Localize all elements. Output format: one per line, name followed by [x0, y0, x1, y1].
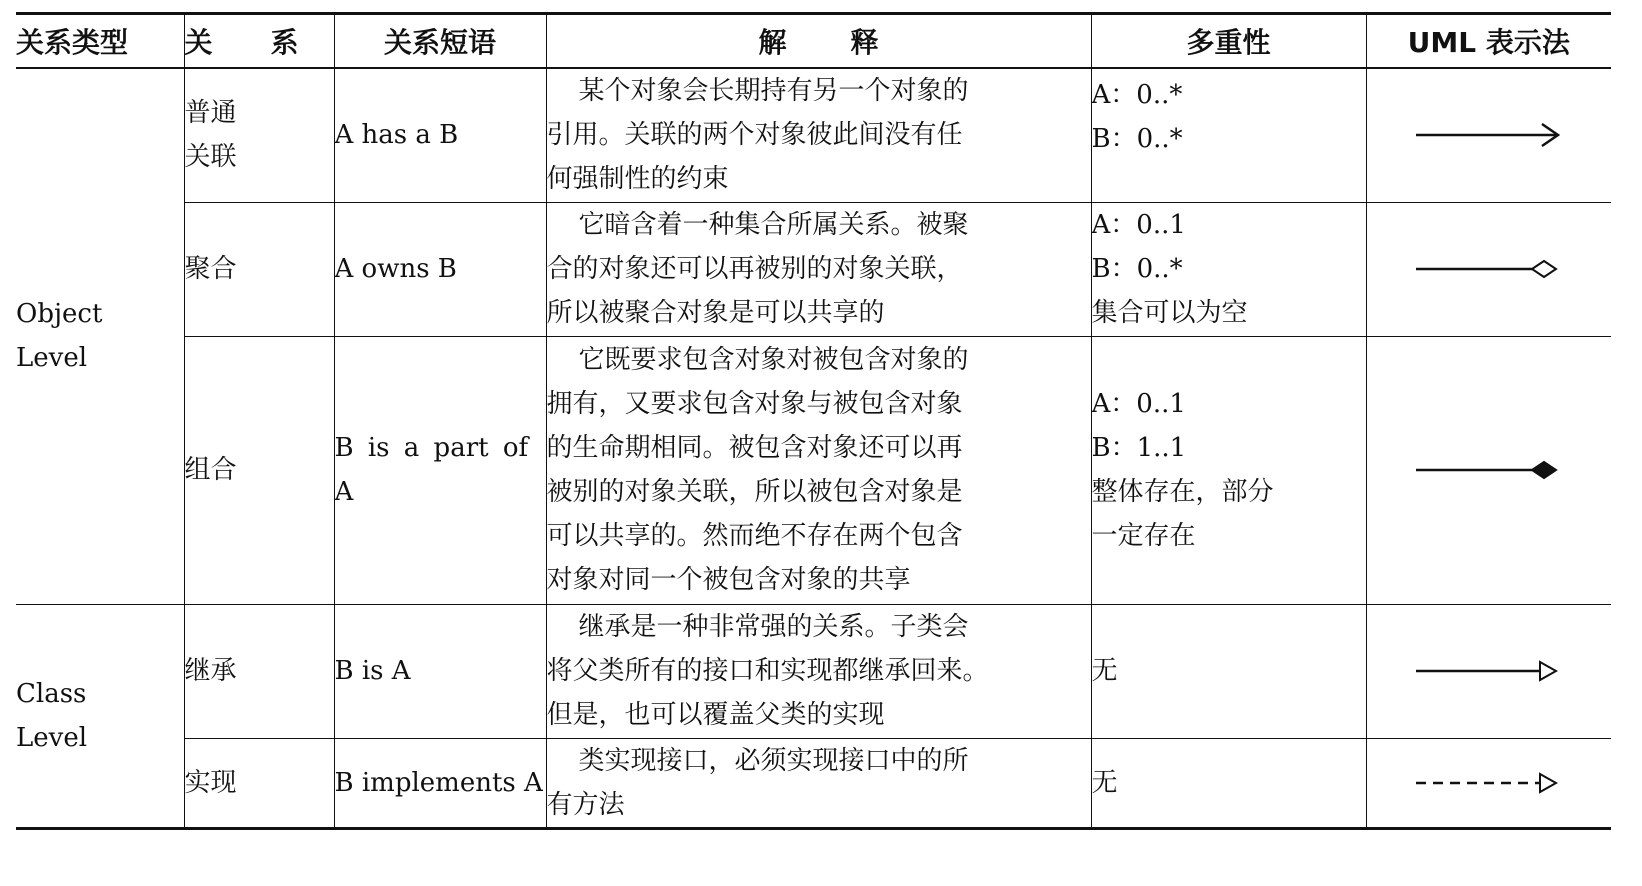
header-relation-char-2: 系 — [270, 26, 299, 59]
header-relation — [184, 14, 334, 69]
relation-text: 组合 — [184, 455, 237, 485]
multiplicity-line: 整体存在，部分 — [1091, 477, 1274, 507]
multiplicity-line: A：0..* — [1091, 80, 1183, 110]
table-row-composition — [16, 336, 1611, 604]
group-object-level-line-1: Object — [16, 299, 103, 330]
header-explanation — [546, 14, 1091, 69]
phrase-cell: B is A — [334, 604, 546, 738]
multiplicity-line: B：1..1 — [1091, 433, 1187, 463]
phrase-cell: B is a part of A — [334, 336, 546, 604]
header-relation-char-1: 关 — [184, 26, 213, 59]
phrase-cell: A has a B — [334, 68, 546, 202]
explanation-cell — [546, 738, 1091, 828]
explanation-line: 的生命期相同。被包含对象还可以再 — [546, 433, 963, 463]
group-class-level-line-1: Class — [16, 678, 87, 709]
explanation-line: 拥有，又要求包含对象与被包含对象 — [546, 389, 963, 419]
association-arrow-icon — [1414, 120, 1564, 150]
multiplicity-line: A：0..1 — [1091, 389, 1186, 419]
group-object-level — [16, 68, 184, 604]
multiplicity-cell — [1091, 738, 1366, 828]
table-row-association — [16, 68, 1611, 202]
group-class-level-line-2: Level — [16, 722, 88, 753]
explanation-line: 类实现接口，必须实现接口中的所 — [578, 745, 969, 776]
explanation-line: 引用。关联的两个对象彼此间没有任 — [546, 120, 963, 151]
explanation-cell — [546, 202, 1091, 336]
group-object-level-line-2: Level — [16, 343, 88, 374]
relationship-table — [16, 12, 1611, 830]
header-uml-notation: UML 表示法 — [1366, 14, 1611, 69]
header-explanation-char-2: 释 — [850, 26, 879, 59]
table-row-aggregation — [16, 202, 1611, 336]
table-row-inheritance — [16, 604, 1611, 738]
explanation-line: 所以被聚合对象是可以共享的 — [546, 298, 885, 328]
multiplicity-line: 无 — [1091, 656, 1118, 686]
explanation-line: 但是，也可以覆盖父类的实现 — [546, 700, 885, 730]
uml-cell — [1366, 202, 1611, 336]
group-class-level — [16, 604, 184, 828]
explanation-line: 继承是一种非常强的关系。子类会 — [578, 612, 969, 642]
header-multiplicity: 多重性 — [1091, 14, 1366, 69]
multiplicity-line: A：0..1 — [1091, 210, 1186, 240]
relation-text: 继承 — [184, 656, 237, 686]
explanation-line: 对象对同一个被包含对象的共享 — [546, 565, 911, 595]
table-row-realization — [16, 738, 1611, 828]
uml-cell — [1366, 68, 1611, 202]
aggregation-hollow-diamond-icon — [1414, 254, 1564, 284]
multiplicity-cell — [1091, 68, 1366, 202]
header-explanation-char-1: 解 — [758, 26, 787, 59]
relation-text: 关联 — [184, 142, 237, 173]
multiplicity-line: B：0..* — [1091, 254, 1183, 284]
explanation-line: 何强制性的约束 — [546, 164, 729, 195]
explanation-line: 某个对象会长期持有另一个对象的 — [578, 76, 969, 107]
composition-filled-diamond-icon — [1414, 455, 1564, 485]
phrase-cell: A owns B — [334, 202, 546, 336]
relation-cell — [184, 738, 334, 828]
explanation-line: 将父类所有的接口和实现都继承回来。 — [546, 656, 989, 686]
inheritance-hollow-triangle-icon — [1414, 656, 1564, 686]
relation-cell — [184, 336, 334, 604]
header-relation-phrase: 关系短语 — [334, 14, 546, 69]
explanation-line: 可以共享的。然而绝不存在两个包含 — [546, 521, 963, 551]
relation-cell — [184, 202, 334, 336]
uml-cell — [1366, 604, 1611, 738]
explanation-cell — [546, 336, 1091, 604]
uml-cell — [1366, 738, 1611, 828]
header-relation-type: 关系类型 — [16, 14, 184, 69]
phrase-cell: B implements A — [334, 738, 546, 828]
relation-cell — [184, 68, 334, 202]
explanation-line: 被别的对象关联，所以被包含对象是 — [546, 477, 963, 507]
multiplicity-cell — [1091, 604, 1366, 738]
realization-dashed-triangle-icon — [1414, 768, 1564, 798]
multiplicity-cell — [1091, 336, 1366, 604]
explanation-line: 有方法 — [546, 789, 625, 820]
explanation-line: 它暗含着一种集合所属关系。被聚 — [578, 210, 969, 240]
relation-text: 聚合 — [184, 254, 237, 284]
relation-cell — [184, 604, 334, 738]
multiplicity-line: 无 — [1091, 767, 1118, 798]
explanation-cell — [546, 68, 1091, 202]
table-header-row — [16, 14, 1611, 69]
multiplicity-line: 集合可以为空 — [1091, 298, 1248, 328]
explanation-line: 它既要求包含对象对被包含对象的 — [578, 345, 969, 375]
multiplicity-line: B：0..* — [1091, 124, 1183, 154]
relation-text: 实现 — [184, 767, 237, 798]
explanation-line: 合的对象还可以再被别的对象关联， — [546, 254, 963, 284]
multiplicity-cell — [1091, 202, 1366, 336]
relation-text: 普通 — [184, 98, 237, 129]
uml-cell — [1366, 336, 1611, 604]
explanation-cell — [546, 604, 1091, 738]
multiplicity-line: 一定存在 — [1091, 521, 1196, 551]
